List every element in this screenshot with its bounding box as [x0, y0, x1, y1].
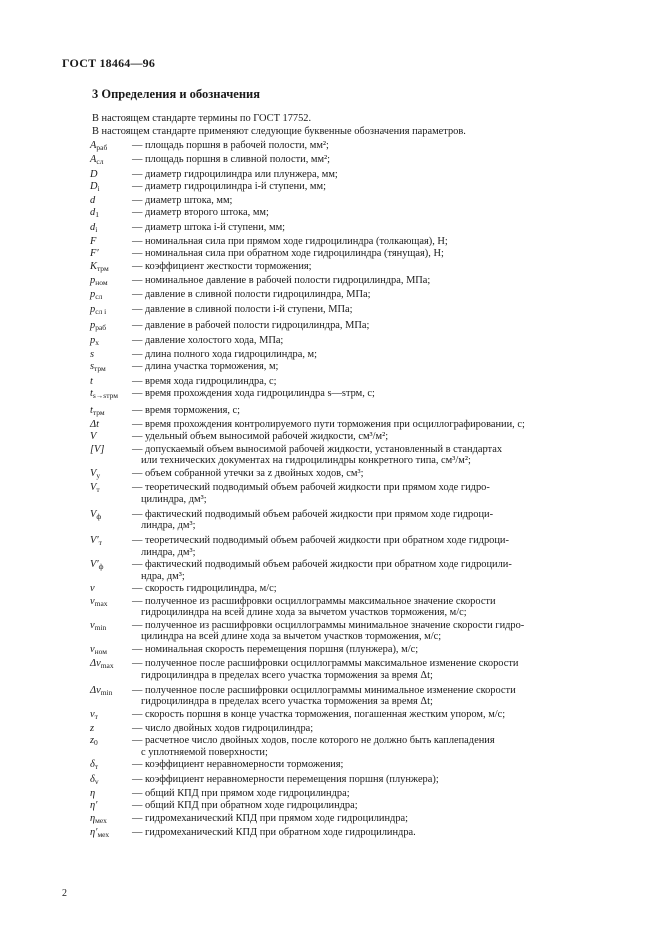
definition-text: [132, 620, 605, 644]
definition-row: [90, 709, 605, 723]
symbol-subscript: i: [95, 224, 98, 234]
definition-text: [132, 289, 605, 303]
definition-row: [90, 535, 605, 559]
definition-line: — объем собранной утечки за z двойных ходов, см³;: [132, 467, 364, 479]
symbol-subscript: max: [94, 598, 108, 608]
definition-text: [132, 222, 605, 236]
symbol-subscript: сл i: [95, 306, 107, 316]
symbol-subscript: раб: [96, 143, 108, 152]
definitions-list: [90, 140, 605, 841]
symbol-base: p: [90, 320, 96, 332]
definition-text: [132, 376, 605, 388]
definition-line: — время торможения, с;: [132, 404, 241, 416]
symbol-base: t: [90, 404, 93, 416]
symbol-base: V′: [90, 535, 99, 547]
definition-row: [90, 774, 605, 788]
symbol-subscript: 1: [95, 210, 99, 220]
definition-continuation: цилиндра, дм³;: [141, 493, 207, 505]
symbol-base: v: [90, 619, 95, 631]
definition-line: — фактический подводимый объем рабочей жидкости при прямом ходе гидроци-: [132, 508, 494, 520]
definition-symbol: [90, 419, 132, 431]
definition-row: [90, 207, 605, 221]
definition-continuation: или технических документах на гидроцилиндры конкретного типа, см³/м²;: [141, 455, 471, 467]
definition-row: [90, 388, 605, 402]
definition-line: — общий КПД при обратном ходе гидроцилиндра;: [132, 800, 358, 812]
symbol-base: z: [90, 723, 95, 735]
symbol-base: t: [90, 387, 93, 399]
definition-line: — площадь поршня в сливной полости, мм²;: [132, 154, 331, 166]
definition-line: — время прохождения хода гидроцилиндра s—sтрм, с;: [132, 387, 375, 399]
symbol-base: η: [90, 788, 96, 800]
symbol-subscript: ф: [96, 511, 102, 521]
definition-line: — расчетное число двойных ходов, после которого не должно быть каплепадения: [132, 735, 495, 747]
symbol-base: [V]: [90, 443, 105, 455]
symbol-subscript: s→sтрм: [92, 390, 118, 400]
definition-text: [132, 236, 605, 248]
definition-symbol: [90, 620, 132, 644]
definition-row: [90, 419, 605, 431]
definition-symbol: [90, 222, 132, 236]
symbol-base: s: [90, 361, 95, 373]
section-title: 3 Определения и обозначения: [92, 87, 261, 101]
symbol-subscript: ном: [95, 277, 108, 287]
definition-row: [90, 320, 605, 334]
symbol-base: δ: [90, 773, 95, 785]
definition-line: — фактический подводимый объем рабочей жидкости при обратном ходе гидроцили-: [132, 559, 512, 571]
definition-text: [132, 349, 605, 361]
definition-continuation: гидроцилиндра в пределах всего участка торможения за время Δt;: [141, 696, 433, 708]
definition-continuation: цилиндра на всей длине хода за вычетом участков торможения, м/с;: [141, 631, 442, 643]
definition-symbol: [90, 596, 132, 620]
symbol-base: A: [90, 154, 97, 166]
definition-symbol: [90, 482, 132, 506]
symbol-subscript: 0: [94, 738, 98, 748]
symbol-base: p: [90, 303, 96, 315]
definition-text: [132, 419, 605, 431]
definition-symbol: [90, 376, 132, 388]
definition-text: [132, 304, 605, 318]
symbol-base: d: [90, 221, 96, 233]
definition-row: [90, 583, 605, 595]
definition-symbol: [90, 723, 132, 735]
symbol-base: η′: [90, 800, 98, 812]
symbol-subscript: т: [96, 484, 100, 494]
definition-symbol: [90, 181, 132, 195]
definition-text: [132, 788, 605, 800]
definition-text: [132, 261, 605, 275]
definition-text: [132, 482, 605, 506]
definition-continuation: линдра, дм³;: [141, 546, 196, 558]
symbol-subscript: т: [94, 762, 99, 772]
definition-row: [90, 800, 605, 812]
definition-line: — номинальное давление в рабочей полости гидроцилиндра, МПа;: [132, 274, 431, 286]
definition-line: — давление холостого хода, МПа;: [132, 334, 284, 346]
definition-row: [90, 289, 605, 303]
definition-text: [132, 169, 605, 181]
symbol-base: v: [90, 643, 95, 655]
definition-symbol: [90, 788, 132, 800]
definition-text: [132, 559, 605, 583]
definition-row: [90, 620, 605, 644]
symbol-base: p: [90, 334, 96, 346]
symbol-base: η: [90, 812, 96, 824]
definition-line: — диаметр второго штока, мм;: [132, 207, 269, 219]
definition-text: [132, 709, 605, 723]
definition-symbol: [90, 236, 132, 248]
symbol-subscript: v: [94, 776, 99, 786]
definition-text: [132, 320, 605, 334]
definition-line: — давление в сливной полости i-й ступени, МПа;: [132, 303, 353, 315]
symbol-subscript: х: [95, 337, 99, 347]
definition-text: [132, 444, 605, 468]
definition-text: [132, 735, 605, 759]
definition-text: [132, 140, 605, 154]
definition-line: — теоретический подводимый объем рабочей жидкости при обратном ходе гидроци-: [132, 535, 509, 547]
definition-text: [132, 800, 605, 812]
definition-symbol: [90, 335, 132, 349]
definition-text: [132, 685, 605, 709]
definition-symbol: [90, 685, 132, 709]
definition-text: [132, 405, 605, 419]
intro-line-1: В настоящем стандарте термины по ГОСТ 17752.: [92, 113, 312, 124]
definition-text: [132, 248, 605, 260]
definition-row: [90, 181, 605, 195]
definition-symbol: [90, 405, 132, 419]
definition-symbol: [90, 535, 132, 559]
definition-text: [132, 388, 605, 402]
definition-row: [90, 154, 605, 168]
symbol-subscript: трм: [92, 407, 105, 417]
definition-symbol: [90, 275, 132, 289]
definition-row: [90, 482, 605, 506]
definition-symbol: [90, 195, 132, 207]
definition-row: [90, 222, 605, 236]
definition-text: [132, 361, 605, 375]
definition-symbol: [90, 261, 132, 275]
symbol-subscript: мех: [95, 815, 107, 825]
definition-row: [90, 140, 605, 154]
definition-symbol: [90, 509, 132, 533]
symbol-base: K: [90, 260, 97, 272]
symbol-base: V′: [90, 559, 99, 571]
definition-row: [90, 304, 605, 318]
intro-line-2: В настоящем стандарте применяют следующие буквенные обозначения параметров.: [92, 126, 466, 137]
definition-row: [90, 596, 605, 620]
symbol-subscript: трм: [94, 364, 106, 374]
definition-symbol: [90, 813, 132, 827]
definition-line: — скорость поршня в конце участка торможения, погашенная жестким упором, м/с;: [132, 708, 506, 720]
definition-row: [90, 405, 605, 419]
definition-line: — полученное после расшифровки осциллограммы минимальное изменение скорости: [132, 684, 516, 696]
definition-continuation: гидроцилиндра на всей длине хода за вычетом участков торможения, м/с;: [141, 607, 467, 619]
symbol-subscript: ф: [98, 562, 104, 572]
definition-text: [132, 207, 605, 221]
definition-symbol: [90, 468, 132, 482]
definition-row: [90, 735, 605, 759]
definition-row: [90, 444, 605, 468]
definition-symbol: [90, 304, 132, 318]
definition-line: — время хода гидроцилиндра, с;: [132, 375, 277, 387]
definition-row: [90, 261, 605, 275]
definition-symbol: [90, 444, 132, 468]
definition-symbol: [90, 774, 132, 788]
symbol-base: v: [90, 583, 95, 595]
definition-row: [90, 644, 605, 658]
symbol-base: F: [90, 236, 97, 248]
document-header: ГОСТ 18464—96: [62, 56, 156, 70]
definition-text: [132, 181, 605, 195]
symbol-base: s: [90, 348, 95, 360]
symbol-base: Δv: [90, 684, 101, 696]
definition-row: [90, 335, 605, 349]
symbol-subscript: сл: [95, 292, 103, 302]
definition-line: — длина участка торможения, м;: [132, 361, 279, 373]
definition-line: — номинальная сила при прямом ходе гидроцилиндра (толкающая), Н;: [132, 236, 448, 248]
definition-symbol: [90, 154, 132, 168]
definition-line: — площадь поршня в рабочей полости, мм²;: [132, 140, 329, 151]
symbol-base: V: [90, 481, 97, 493]
symbol-base: V: [90, 508, 97, 520]
definition-text: [132, 827, 605, 841]
definition-line: — допускаемый объем выносимой рабочей жидкости, установленный в стандартах: [132, 443, 503, 455]
definition-line: — диаметр гидроцилиндра или плунжера, мм;: [132, 168, 338, 180]
definition-symbol: [90, 388, 132, 402]
symbol-subscript: ном: [94, 646, 107, 656]
definition-symbol: [90, 248, 132, 260]
definition-text: [132, 658, 605, 682]
definition-row: [90, 788, 605, 800]
symbol-subscript: min: [100, 687, 113, 697]
symbol-base: η′: [90, 826, 98, 838]
symbol-subscript: i: [97, 183, 100, 193]
definition-continuation: с уплотняемой поверхности;: [141, 747, 268, 759]
definition-line: — диаметр гидроцилиндра i-й ступени, мм;: [132, 180, 326, 192]
definition-line: — число двойных ходов гидроцилиндра;: [132, 723, 314, 735]
symbol-subscript: т: [94, 711, 98, 721]
definition-symbol: [90, 759, 132, 773]
definition-symbol: [90, 583, 132, 595]
definition-row: [90, 248, 605, 260]
symbol-base: d: [90, 207, 96, 219]
symbol-subscript: max: [100, 661, 114, 671]
definition-continuation: ндра, дм³;: [141, 571, 185, 582]
symbol-subscript: мех: [97, 829, 110, 839]
definition-symbol: [90, 431, 132, 443]
definition-symbol: [90, 735, 132, 759]
definition-row: [90, 759, 605, 773]
definition-text: [132, 535, 605, 559]
symbol-base: d: [90, 195, 96, 207]
definition-row: [90, 195, 605, 207]
definition-row: [90, 361, 605, 375]
definition-symbol: [90, 140, 132, 154]
symbol-base: t: [90, 375, 93, 387]
definition-text: [132, 195, 605, 207]
definition-row: [90, 685, 605, 709]
definition-symbol: [90, 169, 132, 181]
definition-line: — скорость гидроцилиндра, м/с;: [132, 583, 277, 595]
symbol-subscript: т: [98, 538, 102, 548]
definition-text: [132, 774, 605, 788]
symbol-base: p: [90, 289, 96, 301]
definition-row: [90, 509, 605, 533]
symbol-subscript: у: [96, 470, 101, 480]
symbol-base: V: [90, 431, 97, 443]
definition-continuation: гидроцилиндра в пределах всего участка торможения за время Δt;: [141, 669, 433, 681]
definition-row: [90, 169, 605, 181]
definition-text: [132, 723, 605, 735]
page-number: 2: [62, 888, 67, 899]
definition-line: — коэффициент неравномерности перемещения поршня (плунжера);: [132, 773, 439, 785]
definition-symbol: [90, 289, 132, 303]
intro-text: [92, 112, 466, 138]
symbol-base: v: [90, 595, 95, 607]
definition-line: — диаметр штока i-й ступени, мм;: [132, 221, 286, 233]
symbol-base: v: [90, 708, 95, 720]
definition-line: — теоретический подводимый объем рабочей жидкости при прямом ходе гидро-: [132, 481, 490, 493]
definition-line: — общий КПД при прямом ходе гидроцилиндра;: [132, 788, 350, 800]
symbol-base: z: [90, 735, 95, 747]
definition-row: [90, 376, 605, 388]
definition-line: — коэффициент жесткости торможения;: [132, 260, 312, 272]
definition-line: — полученное после расшифровки осциллограммы максимальное изменение скорости: [132, 658, 519, 670]
symbol-subscript: min: [94, 622, 107, 632]
definition-line: — удельный объем выносимой рабочей жидкости, см³/м²;: [132, 431, 389, 443]
definition-symbol: [90, 361, 132, 375]
definition-row: [90, 431, 605, 443]
definition-row: [90, 723, 605, 735]
definition-row: [90, 559, 605, 583]
definition-symbol: [90, 644, 132, 658]
definition-symbol: [90, 559, 132, 583]
definition-line: — гидромеханический КПД при прямом ходе гидроцилиндра;: [132, 812, 409, 824]
definition-line: — гидромеханический КПД при обратном ходе гидроцилиндра.: [132, 826, 416, 838]
definition-text: [132, 154, 605, 168]
definition-text: [132, 509, 605, 533]
symbol-base: D: [90, 168, 98, 180]
definition-line: — номинальная скорость перемещения поршня (плунжера), м/с;: [132, 643, 419, 655]
symbol-subscript: раб: [95, 323, 107, 333]
symbol-base: Δt: [90, 418, 99, 430]
definition-text: [132, 596, 605, 620]
definition-row: [90, 275, 605, 289]
symbol-base: Δv: [90, 658, 101, 670]
definition-line: — номинальная сила при обратном ходе гидроцилиндра (тянущая), Н;: [132, 248, 444, 260]
definition-text: [132, 275, 605, 289]
definition-line: — полученное из расшифровки осциллограммы максимальное значение скорости: [132, 595, 496, 607]
definition-text: [132, 813, 605, 827]
definition-line: — длина полного хода гидроцилиндра, м;: [132, 348, 318, 360]
symbol-base: F′: [90, 248, 99, 260]
definition-line: — давление в рабочей полости гидроцилиндра, МПа;: [132, 320, 370, 332]
definition-line: — диаметр штока, мм;: [132, 195, 233, 207]
definition-symbol: [90, 658, 132, 682]
definition-symbol: [90, 320, 132, 334]
definition-text: [132, 583, 605, 595]
definition-row: [90, 468, 605, 482]
symbol-base: D: [90, 180, 98, 192]
definition-row: [90, 349, 605, 361]
definition-line: — полученное из расшифровки осциллограммы минимальное значение скорости гидро-: [132, 619, 525, 631]
symbol-subscript: сл: [96, 157, 104, 167]
symbol-base: V: [90, 467, 97, 479]
definition-row: [90, 813, 605, 827]
definition-row: [90, 658, 605, 682]
definition-line: — коэффициент неравномерности торможения;: [132, 759, 344, 771]
definition-symbol: [90, 827, 132, 841]
definition-symbol: [90, 709, 132, 723]
definition-row: [90, 827, 605, 841]
definition-symbol: [90, 800, 132, 812]
definition-line: — время прохождения контролируемого пути торможения при осциллографировании, с;: [132, 418, 525, 430]
definition-text: [132, 335, 605, 349]
definition-symbol: [90, 349, 132, 361]
definition-text: [132, 644, 605, 658]
definition-text: [132, 468, 605, 482]
definition-symbol: [90, 207, 132, 221]
definition-text: [132, 431, 605, 443]
symbol-base: A: [90, 140, 97, 151]
symbol-base: p: [90, 274, 96, 286]
symbol-subscript: трм: [96, 263, 109, 273]
symbol-base: δ: [90, 759, 95, 771]
definition-line: — давление в сливной полости гидроцилиндра, МПа;: [132, 289, 371, 301]
definition-text: [132, 759, 605, 773]
definition-row: [90, 236, 605, 248]
definition-continuation: линдра, дм³;: [141, 520, 196, 532]
